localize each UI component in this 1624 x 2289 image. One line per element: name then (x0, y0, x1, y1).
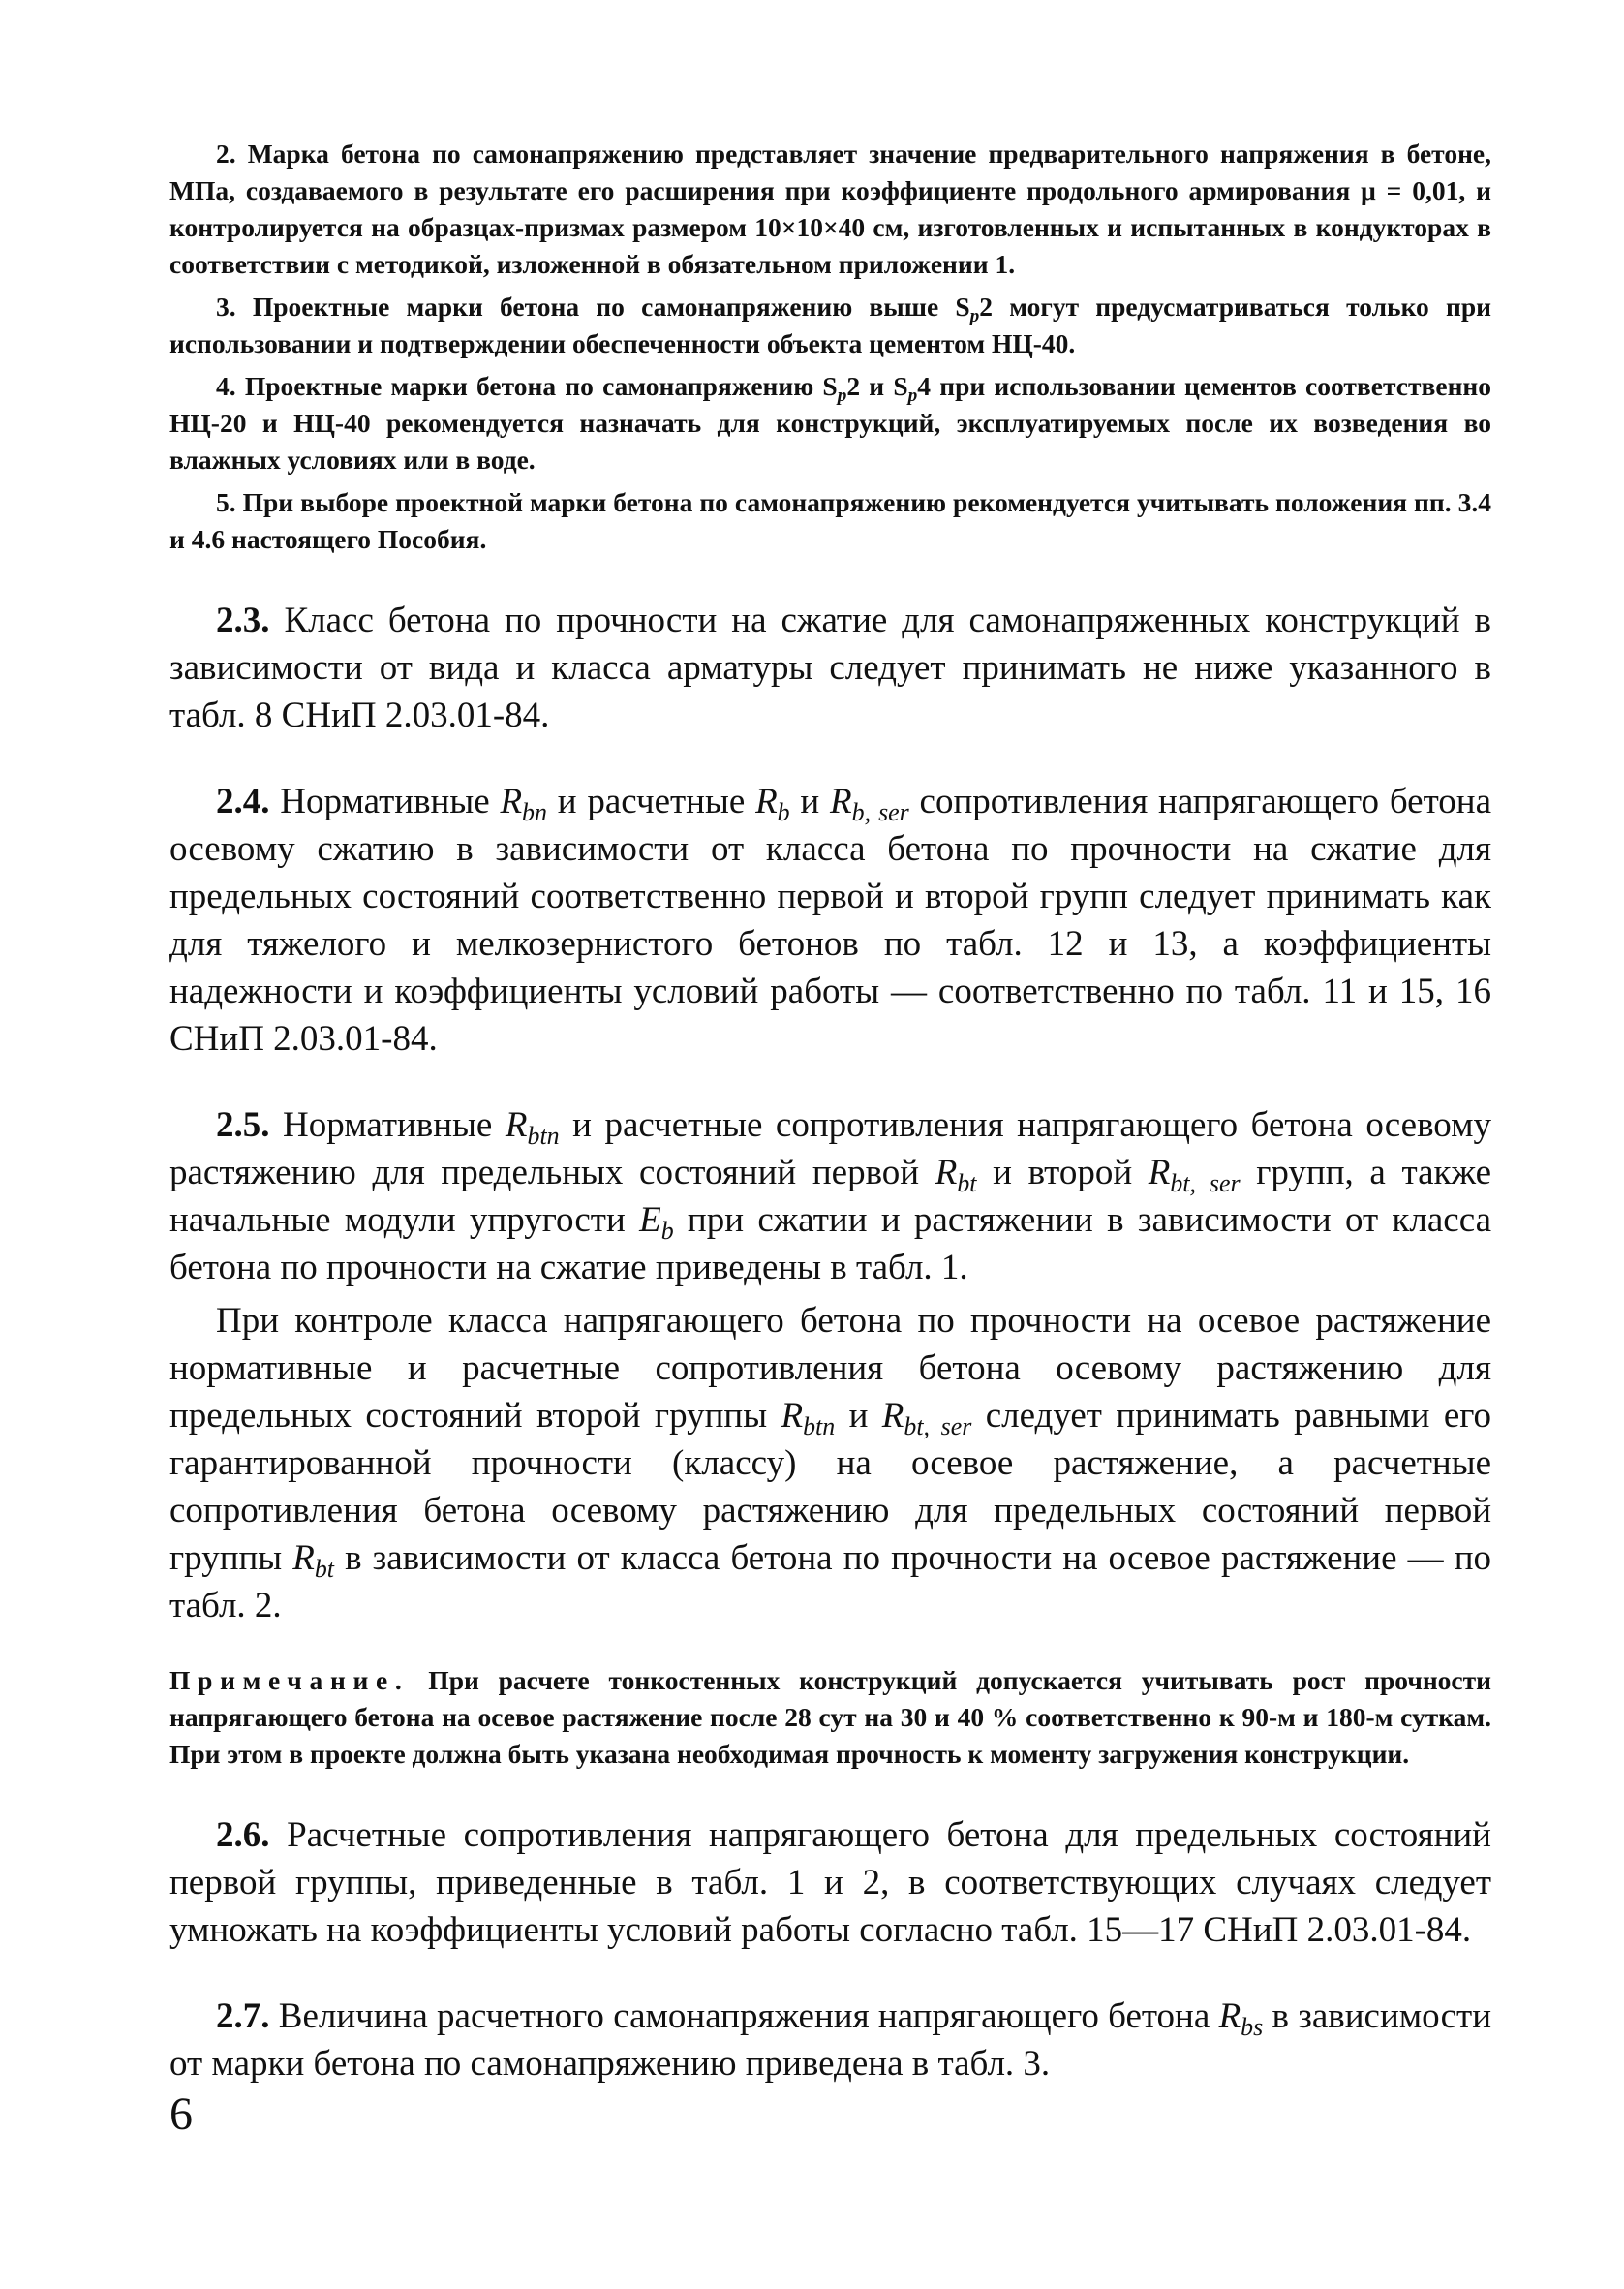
section-number: 2.7. (216, 1996, 270, 2036)
section-number: 2.6. (216, 1815, 270, 1855)
remark-text: При расчете тонкостенных конструкций допускается учитывать рост прочности напрягающего бетона на осевое растяжение после 28 сут на 30 и 40 % соответственно к 90-м и 180-м суткам. При этом в проекте должна быть указана необходимая прочность к моменту загружения конструкции. (169, 1665, 1491, 1769)
page-number: 6 (169, 2088, 193, 2140)
section-number: 2.3. (216, 601, 270, 640)
main-text (169, 597, 1491, 1629)
paragraph-2-5: 2.5. Нормативные $R_{btn}$ и расчетные сопротивления напрягающего бетона осевому растяжению для предельных состояний первой $R_{bt}$ и второй $R_{bt, ser}$ групп, а также начальные модули упругости $E_b$ при сжатии и растяжении в зависимости от класса бетона по прочности на сжатие приведены в табл. 1. (169, 1105, 1492, 1287)
section-number: 2.5. (216, 1105, 270, 1145)
document-page (169, 136, 1491, 2088)
paragraph-2-5-continued: При контроле класса напрягающего бетона по прочности на осевое растяжение нормативные и расчетные сопротивления бетона осевому растяжению для предельных состояний второй группы $R_{btn}$ и $R_{bt, ser}$ следует принимать равными его гарантированной прочности (классу) на осевое растяжение, а расчетные сопротивления бетона осевому растяжению для предельных состояний первой группы $R_{bt}$ в зависимости от класса бетона по прочности на осевое растяжение — по табл. 2. (169, 1301, 1491, 1625)
paragraph-2-7: 2.7. Величина расчетного самонапряжения напрягающего бетона $R_{bs}$ в зависимости от марки бетона по самонапряжению приведена в табл. 3. (169, 1996, 1491, 2084)
note-5: 5. При выборе проектной марки бетона по самонапряжению рекомендуется учитывать положения пп. 3.4 и 4.6 настоящего Пособия. (169, 487, 1491, 554)
paragraph-2-6: 2.6. Расчетные сопротивления напрягающего бетона для предельных состояний первой группы, приведенные в табл. 1 и 2, в соответствующих случаях следует умножать на коэффициенты условий работы согласно табл. 15—17 СНиП 2.03.01-84. (169, 1815, 1491, 1950)
paragraph-2-3: 2.3. Класс бетона по прочности на сжатие для самонапряженных конструкций в зависимости от вида и класса арматуры следует принимать не ниже указанного в табл. 8 СНиП 2.03.01-84. (169, 601, 1491, 735)
main-text-lower (169, 1811, 1491, 2088)
notes-block (169, 136, 1491, 558)
note-3: 3. Проектные марки бетона по самонапряжению выше $S_p2$ могут предусматриваться только при использовании и подтверждении обеспеченности объекта цементом НЦ-40. (169, 292, 1491, 358)
note-4: 4. Проектные марки бетона по самонапряжению $S_p2$ и $S_p4$ при использовании цементов соответственно НЦ-20 и НЦ-40 рекомендуется назначать для конструкций, эксплуатируемых после их возведения во влажных условиях или в воде. (169, 371, 1492, 475)
remark-label: Примечание. (169, 1665, 410, 1695)
paragraph-2-4: 2.4. Нормативные $R_{bn}$ и расчетные $R_b$ и $R_{b, ser}$ сопротивления напрягающего бетона осевому сжатию в зависимости от класса бетона по прочности на сжатие для предельных состояний соответственно первой и второй групп следует принимать как для тяжелого и мелкозернистого бетонов по табл. 12 и 13, а коэффициенты надежности и коэффициенты условий работы — соответственно по табл. 11 и 15, 16 СНиП 2.03.01-84. (169, 782, 1491, 1059)
section-number: 2.4. (216, 782, 270, 821)
note-2: 2. Марка бетона по самонапряжению представляет значение предварительного напряжения в бетоне, МПа, создаваемого в результате его расширения при коэффициенте продольного армирования μ = 0,01, и контролируется на образцах-призмах размером 10×10×40 см, изготовленных и испытанных в кондукторах в соответствии с методикой, изложенной в обязательном приложении 1. (169, 139, 1491, 279)
remark-block (169, 1662, 1491, 1773)
